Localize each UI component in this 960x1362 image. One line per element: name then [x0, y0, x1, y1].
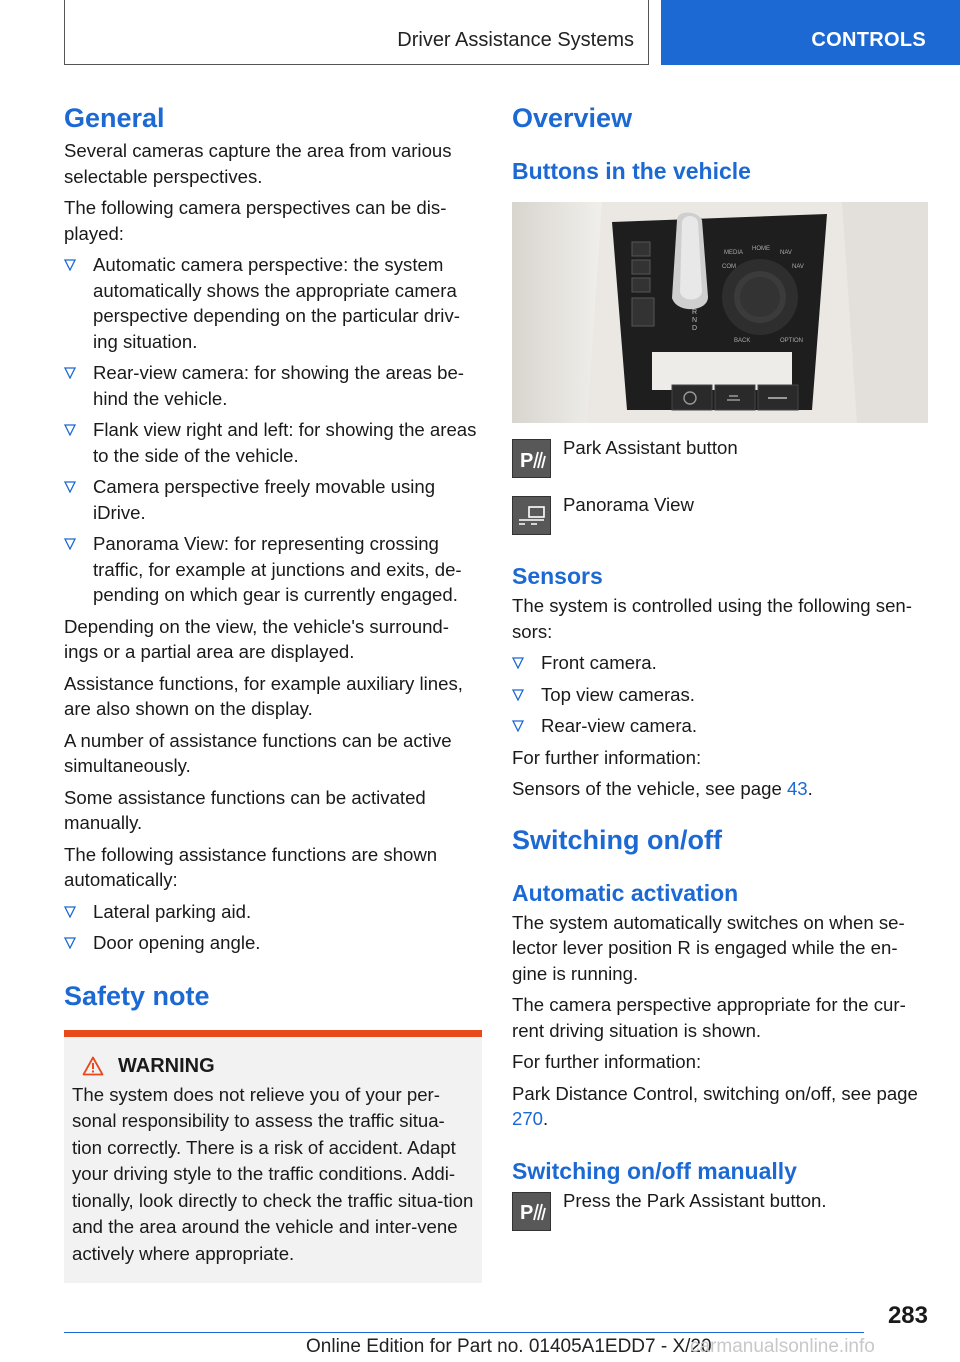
list-item: Rear-view camera.: [512, 713, 930, 739]
svg-text:N: N: [692, 317, 698, 324]
bullet-triangle-icon: [64, 481, 76, 493]
panorama-view-button-row: [512, 496, 930, 535]
center-console-photo: [512, 202, 928, 423]
sensors-paragraph: The system is controlled using the following sen‐sors:: [512, 595, 912, 642]
list-item: Flank view right and left: for showing the areas to the side of the vehicle.: [64, 417, 482, 468]
svg-text:MEDIA: MEDIA: [724, 250, 744, 256]
header-chapter-title: CONTROLS: [811, 29, 926, 51]
header-section-box: [64, 0, 649, 65]
park-assistant-icon[interactable]: [512, 439, 551, 478]
bullet-triangle-icon: [64, 424, 76, 436]
list-item: Automatic camera perspective: the system automatically shows the appropriate camera perspective depending on the particular driv‐ing situation.: [64, 252, 482, 354]
panorama-view-label: Panorama View: [563, 494, 694, 515]
header-section-title: Driver Assistance Systems: [397, 29, 634, 51]
further-info-2: For further information:: [512, 1051, 702, 1072]
bullet-triangle-icon: [64, 538, 76, 550]
automatic-paragraph-2: The camera perspective appropriate for the cur‐rent driving situation is shown.: [512, 994, 906, 1041]
bullet-triangle-icon: [64, 259, 76, 271]
list-item: Camera perspective freely movable using iDrive.: [64, 474, 482, 525]
list-item: Top view cameras.: [512, 682, 930, 708]
automatic-paragraph-1: The system automatically switches on when se‐lector lever position R is engaged while the en‐gine is running.: [512, 911, 905, 984]
park-assistant-button-row: [512, 439, 930, 478]
bullet-triangle-icon: [64, 906, 76, 918]
manual-switching-heading: Switching on/off manually: [512, 1157, 797, 1184]
warning-triangle-icon: [82, 1056, 104, 1076]
footer-edition: Online Edition for Part no. 01405A1EDD7 - X/20: [306, 1336, 712, 1357]
bullet-triangle-icon: [64, 937, 76, 949]
buttons-heading: Buttons in the vehicle: [512, 158, 751, 184]
automatic-activation-heading: Automatic activation: [512, 879, 739, 906]
paragraph-simultaneous: A number of assistance functions can be active simultaneously.: [64, 729, 452, 776]
list-item: Door opening angle.: [64, 930, 482, 956]
svg-text:COM: COM: [722, 264, 736, 270]
warning-text: The system does not relieve you of your per‐sonal responsibility to assess the traffic situa‐tion correctly. There is a risk of accident. Adapt your driving style to the traffic conditions. Addi‐tionally, look directly to check the traffic situa‐tion and the area around the vehicle and inter‐vene actively where appropriate.: [72, 1083, 474, 1264]
list-item: Lateral parking aid.: [64, 899, 482, 925]
warning-header: [72, 1055, 474, 1078]
svg-text:OPTION: OPTION: [780, 338, 804, 344]
perspectives-list: [64, 252, 482, 608]
svg-text:P: P: [519, 449, 533, 472]
sensors-heading: Sensors: [512, 563, 603, 589]
svg-text:P: P: [519, 1202, 533, 1224]
list-item: Rear-view camera: for showing the areas be‐hind the vehicle.: [64, 360, 482, 411]
manual-instruction-row: [512, 1189, 930, 1231]
page-number: 283: [887, 1302, 928, 1329]
general-paragraph-2: The following camera perspectives can be dis‐played:: [64, 197, 447, 244]
bullet-triangle-icon: [512, 689, 524, 701]
park-assistant-icon[interactable]: [512, 1192, 551, 1231]
svg-text:R: R: [692, 309, 698, 316]
safety-note-heading: Safety note: [64, 980, 210, 1011]
left-column: [64, 100, 482, 1283]
further-info-1: For further information:: [512, 746, 702, 768]
paragraph-surroundings: Depending on the view, the vehicle's surround‐ings or a partial area are displayed.: [64, 615, 449, 662]
right-column: [512, 100, 930, 1231]
paragraph-automatic: The following assistance functions are shown automatically:: [64, 843, 438, 890]
warning-label: WARNING: [118, 1054, 215, 1077]
paragraph-manual: Some assistance functions can be activated manually.: [64, 786, 426, 833]
manual-instruction-text: Press the Park Assistant button.: [563, 1189, 827, 1211]
bullet-triangle-icon: [512, 657, 524, 669]
sensors-reference: Sensors of the vehicle, see page 43.: [512, 778, 813, 799]
general-heading: General: [64, 103, 165, 133]
paragraph-auxiliary: Assistance functions, for example auxiliary lines, are also shown on the display.: [64, 672, 463, 719]
pdc-reference: Park Distance Control, switching on/off, see page 270.: [512, 1082, 918, 1129]
page-link-270[interactable]: 270: [512, 1108, 544, 1129]
svg-text:BACK: BACK: [734, 338, 751, 344]
bullet-triangle-icon: [512, 720, 524, 732]
list-item: Front camera.: [512, 650, 930, 676]
svg-text:HOME: HOME: [752, 246, 770, 252]
panorama-view-icon[interactable]: [512, 496, 551, 535]
list-item: Panorama View: for representing crossing traffic, for example at junctions and exits, de‐pending on which gear is currently engaged.: [64, 531, 482, 608]
center-console-illustration: [512, 202, 928, 423]
footer-watermark: carmanualsonline.info: [690, 1336, 875, 1357]
switching-heading: Switching on/off: [512, 824, 722, 855]
svg-text:D: D: [692, 325, 698, 332]
park-assistant-label: Park Assistant button: [563, 437, 738, 458]
sensors-list: [512, 650, 930, 739]
overview-heading: Overview: [512, 103, 633, 133]
warning-box: [64, 1030, 482, 1284]
header-chapter-tab[interactable]: [661, 0, 960, 65]
svg-text:NAV: NAV: [792, 264, 804, 270]
footer-divider: [64, 1332, 864, 1333]
general-paragraph-1: Several cameras capture the area from various selectable perspectives.: [64, 140, 452, 187]
page-link-43[interactable]: 43: [786, 778, 808, 799]
svg-text:NAV: NAV: [780, 250, 792, 256]
bullet-triangle-icon: [64, 367, 76, 379]
auto-functions-list: [64, 899, 482, 956]
